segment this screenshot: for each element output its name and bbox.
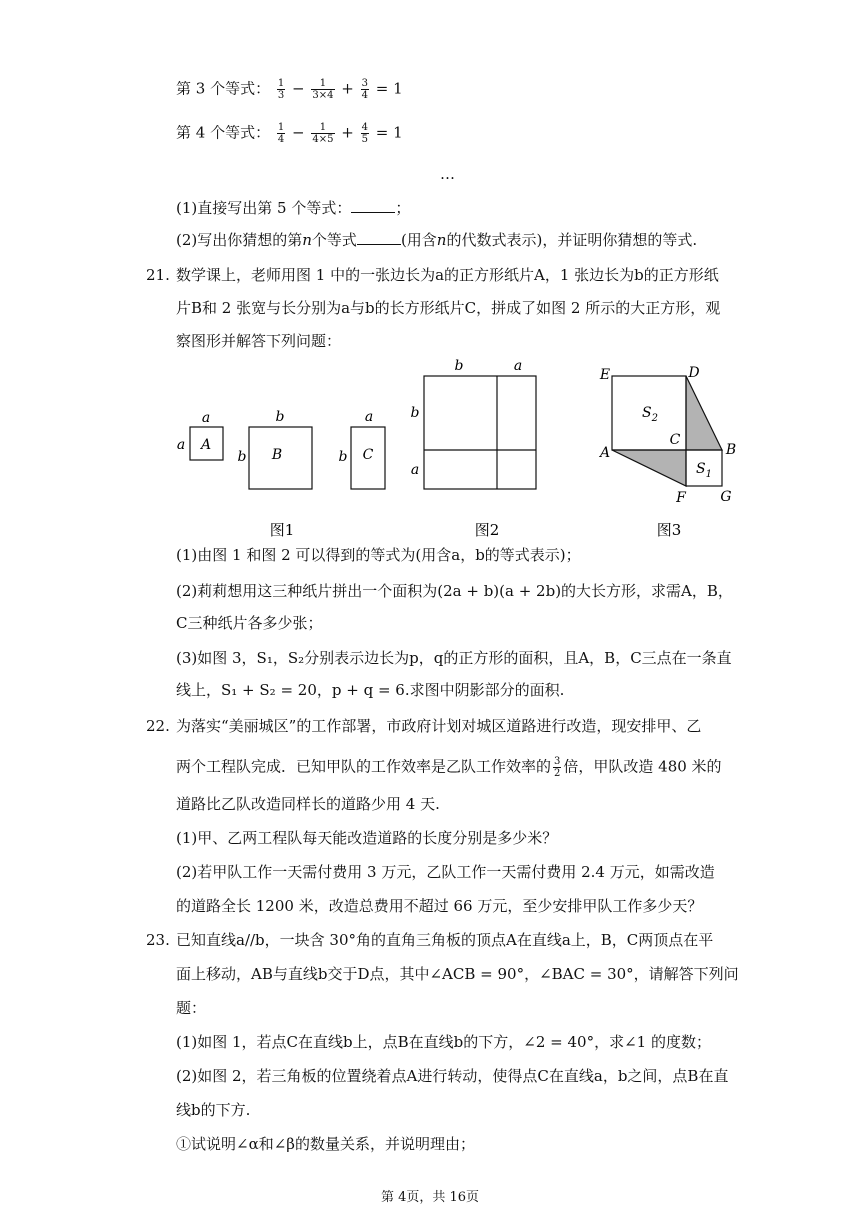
q22-line1: 为落实“美丽城区”的工作部署，市政府计划对城区道路进行改造，现安排甲、乙: [176, 717, 702, 735]
fraction: [553, 756, 561, 779]
shaded-triangle-upper: [686, 376, 722, 450]
q23-sub2-line2: 线b的下方.: [176, 1101, 251, 1119]
denominator: 4: [361, 90, 369, 101]
equation-4: [176, 122, 403, 145]
fraction: [361, 78, 369, 101]
question-number-21: 21.: [146, 266, 170, 284]
label-E: E: [599, 367, 611, 383]
label-D: D: [688, 365, 700, 381]
fraction: [277, 122, 285, 145]
figure-1: [177, 409, 385, 539]
question-number-23: 23.: [146, 931, 170, 949]
q22-sub2-line1: (2)若甲队工作一天需付费用 3 万元，乙队工作一天需付费用 2.4 万元，如需改造: [176, 863, 715, 881]
operator: +: [341, 123, 354, 142]
variable-n: n: [436, 231, 447, 249]
ellipsis: …: [440, 165, 455, 183]
q20-part2-text: 个等式: [311, 231, 357, 249]
q21-sub1: (1)由图 1 和图 2 可以得到的等式为(用含a，b的等式表示)；: [176, 546, 581, 564]
label-a: a: [176, 437, 186, 453]
operator: +: [341, 79, 354, 98]
label-S1: $S_1$: [696, 461, 712, 480]
label-a: a: [513, 358, 523, 374]
q21-sub3-line2: 线上，S₁ + S₂ = 20，p + q = 6.求图中阴影部分的面积.: [176, 681, 565, 699]
numerator: 1: [311, 78, 334, 90]
label-b: b: [237, 449, 247, 465]
label-b: b: [454, 358, 464, 374]
numerator: 1: [311, 122, 334, 134]
shaded-triangle-lower: [612, 450, 686, 486]
figure-3: [598, 365, 736, 539]
page-footer: 第 4页，共 16页: [380, 1190, 480, 1205]
figure-caption: 图2: [474, 521, 500, 539]
variable-n: n: [302, 231, 312, 249]
label-a: a: [410, 462, 420, 478]
q21-sub2-line2: C三种纸片各多少张；: [176, 614, 323, 632]
answer-blank[interactable]: [351, 198, 395, 213]
denominator: 3: [277, 90, 285, 101]
q20-part1: [176, 198, 410, 218]
answer-blank[interactable]: [357, 230, 401, 245]
label-b: b: [338, 449, 348, 465]
q22-sub2-line2: 的道路全长 1200 米，改造总费用不超过 66 万元，至少安排甲队工作多少天？: [176, 897, 703, 915]
q23-sub2-line1: (2)如图 2，若三角板的位置绕着点A进行转动，使得点C在直线a，b之间，点B在直: [176, 1067, 729, 1085]
numerator: 4: [361, 122, 369, 133]
label-a: a: [201, 410, 211, 426]
numerator: 1: [277, 78, 285, 89]
q21-sub3-line1: (3)如图 3，S₁，S₂分别表示边长为p，q的正方形的面积，且A，B，C三点在一条直: [176, 649, 732, 667]
equation-result: = 1: [375, 79, 403, 98]
punctuation: ；: [395, 199, 411, 217]
q21-line2: 片B和 2 张宽与长分别为a与b的长方形纸片C，拼成了如图 2 所示的大正方形，观: [176, 299, 721, 317]
fraction: [277, 78, 285, 101]
figure-2: [411, 358, 536, 539]
denominator: 2: [554, 768, 561, 779]
label-b: b: [410, 405, 420, 421]
label-A: A: [200, 437, 212, 453]
q23-sub1: (1)如图 1，若点C在直线b上，点B在直线b的下方，∠2 = 40°，求∠1 的度数；: [176, 1033, 711, 1051]
q23-line3: 题：: [176, 999, 207, 1017]
q22-line2-text: 两个工程队完成．已知甲队的工作效率是乙队工作效率的: [176, 757, 552, 776]
big-square: [424, 376, 536, 489]
figure-caption: 图1: [269, 521, 295, 539]
q23-line2: 面上移动，AB与直线b交于D点，其中∠ACB = 90°，∠BAC = 30°，请解答下列问: [176, 965, 739, 983]
fraction: [311, 78, 334, 101]
label-C: C: [669, 432, 681, 448]
operator: −: [292, 79, 305, 98]
label-C: C: [362, 447, 374, 463]
denominator: 3×4: [312, 90, 334, 101]
numerator: 1: [277, 122, 285, 133]
q21-line3: 察图形并解答下列问题：: [176, 332, 342, 350]
q22-line2-text: 倍，甲队改造 480 米的: [563, 757, 722, 776]
numerator: 3: [554, 756, 561, 767]
label-A: A: [599, 445, 611, 461]
label-B: B: [725, 442, 737, 458]
equation-3: [176, 78, 403, 101]
equation-label: 第 4 个等式：: [176, 123, 271, 142]
numerator: 3: [361, 78, 369, 89]
q20-part2-text: (2)写出你猜想的第: [176, 231, 303, 249]
label-F: F: [676, 490, 686, 506]
q22-line2: [176, 756, 722, 779]
denominator: 4×5: [312, 134, 334, 145]
denominator: 5: [361, 134, 369, 145]
q21-line1: 数学课上，老师用图 1 中的一张边长为a的正方形纸片A，1 张边长为b的正方形纸: [176, 266, 719, 284]
label-S2: $S_2$: [642, 405, 658, 424]
label-a: a: [364, 409, 374, 425]
q22-line3: 道路比乙队改造同样长的道路少用 4 天.: [176, 795, 440, 813]
q23-line1: 已知直线a//b，一块含 30°角的直角三角板的顶点A在直线a上，B，C两顶点在平: [176, 931, 714, 949]
label-G: G: [720, 489, 732, 505]
operator: −: [292, 123, 305, 142]
denominator: 4: [277, 134, 285, 145]
q22-sub1: (1)甲、乙两工程队每天能改造道路的长度分别是多少米？: [176, 829, 558, 847]
equation-result: = 1: [375, 123, 403, 142]
q23-sub3: ①试说明∠α和∠β的数量关系，并说明理由；: [176, 1135, 475, 1153]
equation-label: 第 3 个等式：: [176, 79, 271, 98]
fraction: [361, 122, 369, 145]
fraction: [311, 122, 334, 145]
question-number-22: 22.: [146, 717, 170, 735]
q21-figures: [0, 355, 860, 545]
q20-part1-text: (1)直接写出第 5 个等式：: [176, 199, 352, 217]
label-b: b: [275, 409, 285, 425]
figure-caption: 图3: [656, 521, 682, 539]
q20-part2: [176, 230, 697, 250]
label-B: B: [271, 447, 283, 463]
q20-part2-text: (用含: [400, 231, 437, 249]
q21-sub2-line1: (2)莉莉想用这三种纸片拼出一个面积为(2a + b)(a + 2b)的大长方形，求需A，B，: [176, 582, 733, 600]
q20-part2-text: 的代数式表示)，并证明你猜想的等式.: [446, 231, 698, 249]
